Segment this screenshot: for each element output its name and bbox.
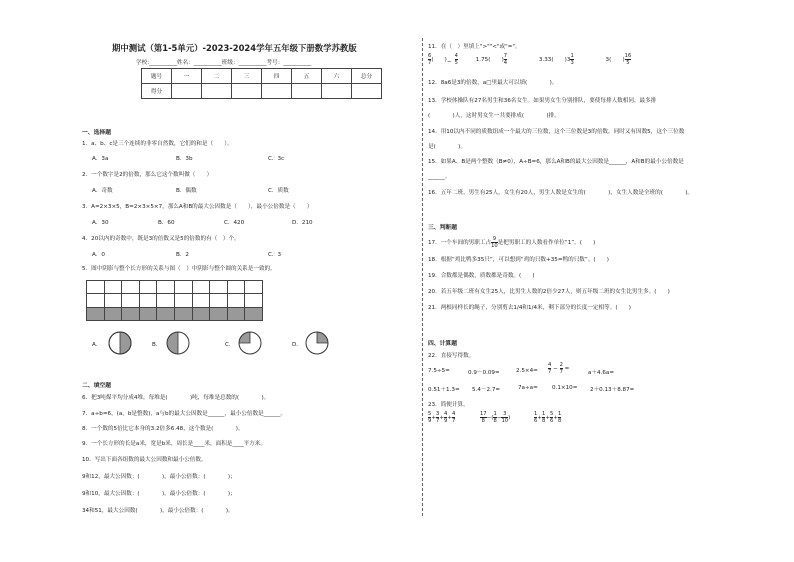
score-blank-cell[interactable] <box>232 84 262 99</box>
q11-frac-c: $\frac{7}{4}$ <box>503 53 508 66</box>
question-20: 20．若五年级二班有女生25人，比男生人数的2倍少27人，则五年级二班的女生比男生多。( ) <box>428 289 670 295</box>
grid-cell <box>139 280 158 294</box>
q3-option-d[interactable]: D．210 <box>292 220 313 226</box>
grid-cell <box>121 307 140 321</box>
q5-option-b[interactable]: B． <box>152 342 162 348</box>
calc-item: 7a÷a= <box>518 385 538 391</box>
grid-cell <box>156 293 175 307</box>
q11-frac-b: $\frac{4}{5}$ <box>454 53 458 66</box>
question-11-items <box>428 53 631 66</box>
question-4: 4．20以内的奇数中，既是3的倍数又是5的倍数的有（ ）个。 <box>82 236 240 242</box>
q5-option-a[interactable]: A． <box>92 342 102 348</box>
question-19: 19．合数都是偶数，质数都是奇数。( ) <box>428 273 535 279</box>
grid-cell <box>139 307 158 321</box>
score-blank-cell[interactable] <box>202 84 232 99</box>
score-header-cell: 五 <box>292 69 322 84</box>
q2-option-b[interactable]: B．偶数 <box>176 188 197 194</box>
question-21: 21．两根同样长的绳子，分别剪去1/4和1/4米，剩下部分的长度一定相等。( ) <box>428 305 631 311</box>
grid-cell <box>121 293 140 307</box>
calc-item: 2＋0.13＋8.87= <box>590 387 635 393</box>
score-blank-cell[interactable] <box>352 84 382 99</box>
grid-cell <box>192 293 211 307</box>
page-title: 期中测试（第1-5单元）-2023-2024学年五年级下册数学苏教版 <box>112 43 357 53</box>
score-row-label: 得分 <box>142 84 172 99</box>
question-7: 7．a÷b=6，(a，b是整数)，a与b的最大公因数是______，最小公倍数是______。 <box>82 411 287 417</box>
simplify-item-3: $\frac{1}{6}$ + $\frac{1}{8}$ + $\frac{5}{6}$ + $\frac{1}{8}$ <box>534 411 562 424</box>
q11-blank-c[interactable]: 1.75( ) <box>475 57 504 63</box>
shaded-rectangle-figure <box>86 280 262 320</box>
column-divider <box>422 38 423 516</box>
grid-cell <box>244 307 263 321</box>
question-5: 5．图中阴影与整个长方形的关系与图（ ）中阴影与整个圆的关系是一致的。 <box>82 266 276 272</box>
grid-cell <box>104 280 123 294</box>
question-12: 12．8a6是3的倍数，a□里最大可以填( )。 <box>428 80 558 86</box>
score-header-cell: 题号 <box>142 69 172 84</box>
section-choice-title: 一、选择题 <box>82 130 111 136</box>
q5-option-d[interactable]: D． <box>292 342 302 348</box>
calc-item: 0.1×10= <box>552 385 578 391</box>
q2-option-a[interactable]: A．奇数 <box>92 188 113 194</box>
question-18: 18．根据“鸡比鸭多35只”，可以想到“鸡的只数+35=鸭的只数”。( ) <box>428 257 609 263</box>
q1-option-b[interactable]: B．3b <box>176 156 193 162</box>
calc-item: a＋4.6a= <box>588 370 615 376</box>
grid-cell <box>209 307 228 321</box>
q11-frac-d: $\frac{1}{3}$ <box>570 53 574 66</box>
grid-cell <box>174 280 193 294</box>
question-15: 15．如果A、B是两个整数（B≠0），A÷B=6，那么A和B的最大公因数是______，A和B的最小公倍数是 <box>428 159 684 165</box>
q11-blank-e[interactable]: 3( ) <box>605 57 625 63</box>
question-14: 14．用10以内不同的质数组成一个最大的三位数，这个三位数是3的倍数，同时又有因数5，这个三位数 <box>428 129 685 135</box>
question-11: 11．在（ ）里填上">""<"或"="。 <box>428 44 521 50</box>
grid-cell <box>156 280 175 294</box>
question-17: 17．一个车间的男职工占 $\frac{9}{10}$ 是把男职工的人数看作单位“1”。( ) <box>428 236 596 249</box>
question-10-c: 34和51，最大公因数( )，最小公倍数：( )。 <box>82 508 234 514</box>
calc-item: 7.5÷5= <box>428 368 450 374</box>
circle-d-figure <box>304 330 330 356</box>
grid-cell <box>156 307 175 321</box>
score-header-row <box>142 69 382 84</box>
grid-cell <box>244 293 263 307</box>
question-9: 9．一个长方形的长是a米，宽是b米，周长是____米，面积是____平方米。 <box>82 441 266 447</box>
calc-item: 2.5×4= <box>516 368 538 374</box>
question-13: 13．学校体操队有27名男生和36名女生。如果男女生分别排队，要使每排人数相同，最多排 <box>428 98 657 104</box>
grid-cell <box>227 280 246 294</box>
question-10-a: 9和12，最大公因数：( )，最小公倍数：( )； <box>82 474 236 480</box>
q1-option-c[interactable]: C．3c <box>268 156 285 162</box>
question-14-line2: 是( )。 <box>428 144 466 150</box>
q1-option-a[interactable]: A．3a <box>92 156 109 162</box>
q2-option-c[interactable]: C．质数 <box>268 188 289 194</box>
q3-option-a[interactable]: A．30 <box>92 220 109 226</box>
calc-item: 0.9－0.09= <box>468 370 500 376</box>
q17-fraction: $\frac{9}{10}$ <box>491 236 498 249</box>
grid-cell <box>227 293 246 307</box>
q4-option-c[interactable]: C．3 <box>268 252 282 258</box>
grid-cell <box>174 307 193 321</box>
student-info-line: 学校:__________姓名：__________班级：__________考号：__________ <box>136 60 312 66</box>
q11-frac-e: $\frac{16}{5}$ <box>624 53 632 66</box>
q11-blank-d[interactable]: 3.33( )3 <box>538 57 571 63</box>
grid-cell <box>104 307 123 321</box>
score-header-cell: 三 <box>232 69 262 84</box>
question-10-b: 9和10，最大公因数：( )，最小公倍数：( )； <box>82 491 236 497</box>
question-13-line2: ( )人，这时男女生一共要排成( )排。 <box>428 113 560 119</box>
score-blank-cell[interactable] <box>322 84 352 99</box>
question-8: 8．一个数的5倍比它本身的3.2倍多6.48，这个数是( )。 <box>82 426 244 432</box>
q11-blank-a[interactable]: ( ) <box>431 57 447 63</box>
question-1: 1．a、b、c是三个连续的非零自然数，它们的和是（ ）。 <box>82 141 233 147</box>
question-15-line2: ______。 <box>428 174 451 180</box>
q3-option-b[interactable]: B．60 <box>158 220 175 226</box>
question-6: 6．把3吨煤平均分成4堆，每堆是( )吨，每堆是总数的( )。 <box>82 395 270 401</box>
question-16: 16．五年二班，男生有25人，女生有20人，男生人数是女生的( )，女生人数是全班的( )。 <box>428 190 694 196</box>
calc-item: 0.51＋1.3= <box>428 387 460 393</box>
score-header-cell: 一 <box>172 69 202 84</box>
question-10: 10．写出下面各组数的最大公因数和最小公倍数。 <box>82 457 207 463</box>
circle-b-figure <box>165 330 191 356</box>
calc-item-fraction: $\frac{4}{7}$ − $\frac{2}{7}$ = <box>548 362 570 375</box>
question-22: 22．直接写得数。 <box>428 353 475 359</box>
score-blank-cell[interactable] <box>172 84 202 99</box>
simplify-item-2: $\frac{17}{8}$ −( $\frac{1}{8}$ − $\frac{3}{10}$ ) <box>480 411 511 424</box>
q5-option-c[interactable]: C． <box>225 342 235 348</box>
grid-cell <box>139 293 158 307</box>
grid-cell <box>192 307 211 321</box>
section-fill-title: 二、填空题 <box>82 383 111 389</box>
q4-option-b[interactable]: B．2 <box>176 252 189 258</box>
grid-cell <box>86 293 105 307</box>
grid-cell <box>121 280 140 294</box>
q3-option-c[interactable]: C．420 <box>224 220 245 226</box>
grid-cell <box>244 280 263 294</box>
circle-c-figure <box>237 330 263 356</box>
score-header-cell: 四 <box>262 69 292 84</box>
score-header-cell: 六 <box>322 69 352 84</box>
grid-cell <box>227 307 246 321</box>
score-table <box>141 68 382 99</box>
score-value-row <box>142 84 382 99</box>
circle-a-figure <box>107 330 133 356</box>
q11-frac-a: $\frac{6}{7}$ <box>428 53 432 66</box>
q11-neg-sign: − <box>447 59 452 65</box>
grid-cell <box>174 293 193 307</box>
question-3: 3．A=2×3×5，B=2×3×5×7，那么A和B的最大公因数是（ ），最小公倍数是（ ） <box>82 204 313 210</box>
simplify-item-1: $\frac{5}{9}$ + $\frac{3}{7}$ + $\frac{4}{9}$ + $\frac{4}{7}$ <box>428 411 456 424</box>
section-calc-title: 四、计算题 <box>428 341 457 347</box>
question-23: 23．简便计算。 <box>428 402 469 408</box>
score-blank-cell[interactable] <box>262 84 292 99</box>
grid-cell <box>86 307 105 321</box>
grid-cell <box>104 293 123 307</box>
score-header-cell: 总分 <box>352 69 382 84</box>
grid-cell <box>209 293 228 307</box>
q4-option-a[interactable]: A．0 <box>92 252 105 258</box>
grid-cell <box>192 280 211 294</box>
score-header-cell: 二 <box>202 69 232 84</box>
question-2: 2．一个数字是2的倍数，那么它这个数叫做（ ） <box>82 172 213 178</box>
section-judge-title: 三、判断题 <box>428 225 457 231</box>
grid-cell <box>209 280 228 294</box>
score-blank-cell[interactable] <box>292 84 322 99</box>
grid-cell <box>86 280 105 294</box>
calc-item: 5.4－2.7= <box>472 387 501 393</box>
